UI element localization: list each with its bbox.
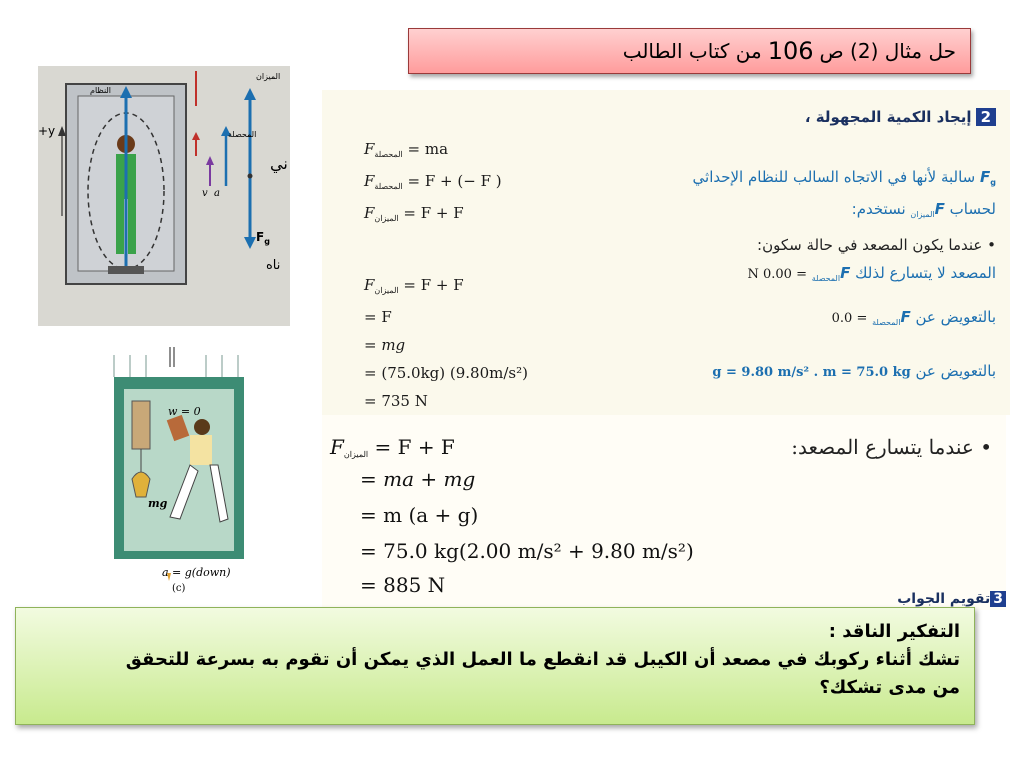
title-page-number: 106	[767, 37, 814, 65]
label-w-zero: w = 0	[168, 405, 201, 418]
critical-thinking-box	[15, 607, 975, 725]
title-prefix: حل مثال (2) ص	[819, 39, 956, 63]
section-badge: 2	[976, 108, 996, 126]
free-fall-elevator-figure	[110, 347, 248, 600]
not-accelerating-note: المصعد لا يتسارع لذلك $F_{المحصلة} = 0.00$ N	[747, 264, 996, 283]
slide-title	[408, 28, 971, 74]
note-negative-fg: $F_g$ سالبة لأنها في الاتجاه السالب للنظام الإحداثي	[692, 168, 996, 187]
solution-scan-bottom	[322, 415, 1006, 610]
critical-heading: التفكير الناقد :	[828, 621, 960, 642]
note-calc: لحساب $F_{الميزان}$ نستخدم:	[851, 200, 996, 219]
equation-line-2: $F_{المحصلة} = F$ + (− F )	[364, 172, 502, 191]
equation-line-8: = 735 N	[364, 392, 428, 410]
caption-a-g: a = g(down)	[162, 566, 231, 579]
accel-eq-line-5: = 885 N	[360, 573, 446, 597]
accel-eq-line-3: = m (a + g)	[360, 503, 479, 527]
equation-line-3: $F_{الميزان} = F + F$	[364, 204, 464, 223]
equation-line-7: = (75.0kg) (9.80m/s²)	[364, 364, 528, 382]
accel-bullet: • عندما يتسارع المصعد:	[791, 435, 992, 459]
label-a: a	[214, 188, 220, 199]
critical-question-line-1: تشك أثناء ركوبك في مصعد أن الكيبل قد انقطع ما العمل الذي يمكن أن تقوم به بسرعة للتحقق	[125, 649, 960, 670]
accel-eq-line-4: = 75.0 kg(2.00 m/s² + 9.80 m/s²)	[360, 539, 694, 563]
equation-line-5: = F	[364, 308, 392, 326]
critical-question-line-2: من مدى تشكك؟	[819, 677, 960, 698]
substitution-note-1: بالتعويض عن $F_{المحصلة} = 0.0$	[831, 308, 996, 327]
label-system: النظام	[90, 86, 112, 95]
equation-line-1: $F_{المحصلة}$ = ma	[364, 140, 449, 159]
accel-eq-line-2: = ma + mg	[360, 467, 476, 491]
side-text-2: ناه	[266, 258, 281, 273]
side-text-1: ني	[270, 154, 288, 173]
equation-line-4: $F_{الميزان} = F + F$	[364, 276, 464, 295]
substitution-note-2: بالتعويض عن g = 9.80 m/s² . m = 75.0 kg	[712, 362, 996, 380]
accel-eq-line-1: $F_{الميزان} = F + F$	[330, 435, 455, 459]
label-mg: mg	[148, 497, 168, 510]
label-fg: $F_g$	[256, 230, 270, 246]
next-section-heading: 3تقويم الجواب	[897, 591, 1006, 607]
label-v: v	[202, 188, 208, 199]
title-suffix: من كتاب الطالب	[622, 39, 762, 63]
label-scale: الميزان	[256, 72, 281, 81]
rest-bullet: • عندما يكون المصعد في حالة سكون:	[757, 236, 996, 254]
solution-scan-top	[322, 90, 1010, 415]
caption-c: (c)	[172, 583, 186, 594]
equation-line-6: = mg	[364, 336, 406, 354]
label-axis: +y	[38, 124, 56, 138]
label-net: المحصلة	[228, 130, 257, 139]
elevator-force-diagram	[38, 66, 290, 326]
section-heading: 2إيجاد الكمية المجهولة ،	[805, 108, 996, 126]
